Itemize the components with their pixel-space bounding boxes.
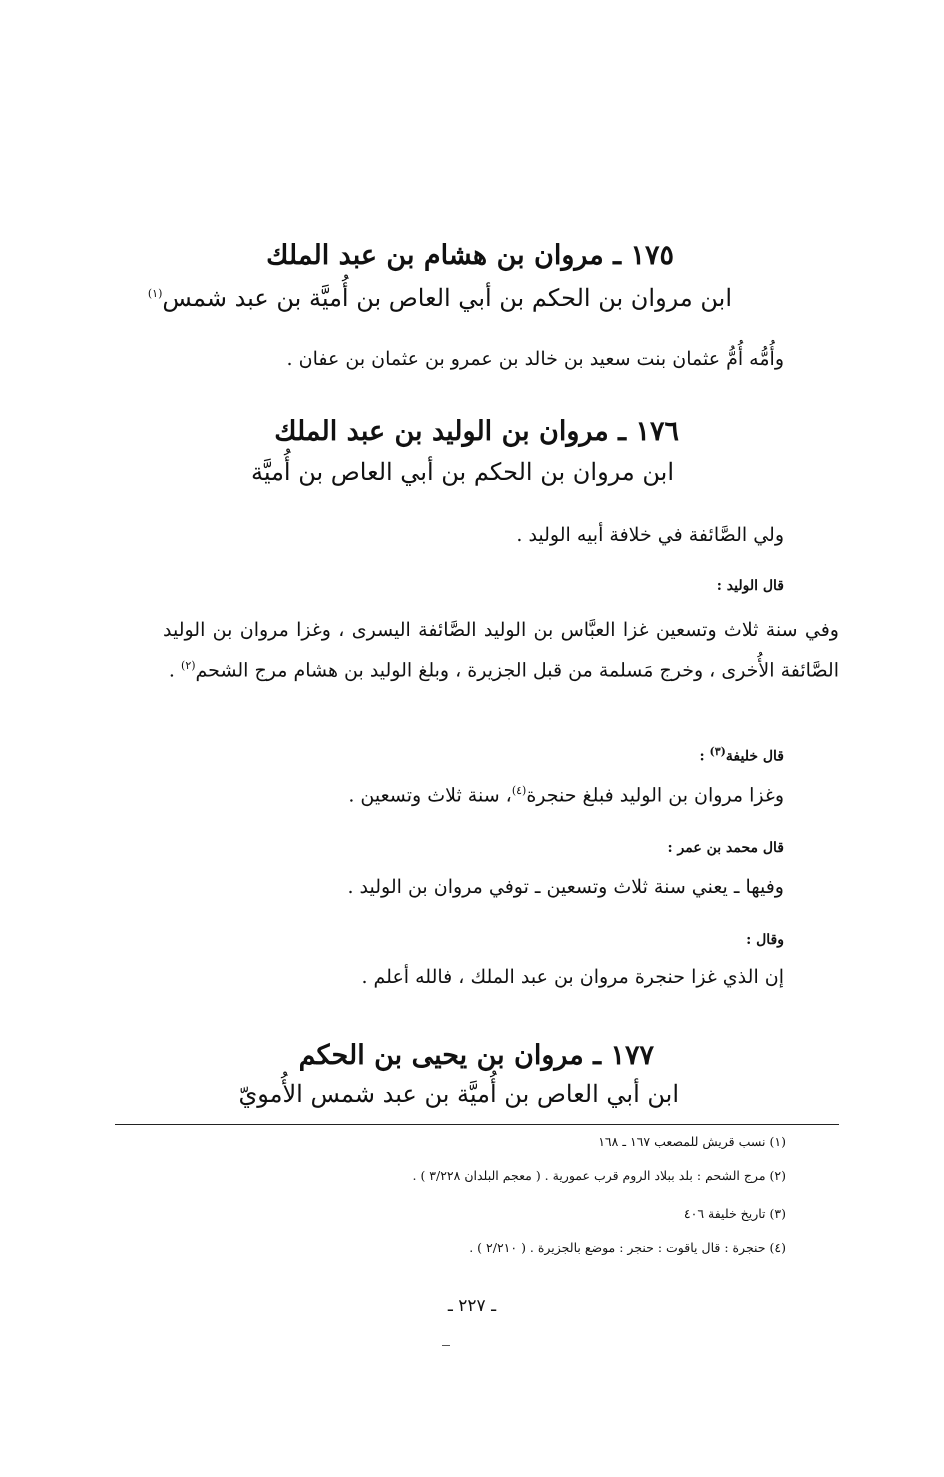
entry-176-lineage: ابن مروان بن الحكم بن أبي العاص بن أُميَّة xyxy=(250,458,674,486)
entry-177-heading: ١٧٧ ـ مروان بن يحيى بن الحكم xyxy=(298,1040,654,1071)
entry-175-body: وأُمُّه أُمُّ عثمان بنت سعيد بن خالد بن عمرو بن عثمان بن عفان . xyxy=(286,348,784,370)
quote-label-khalifa-text: قال خليفة xyxy=(725,748,784,765)
footnote-ref-3: (٣) xyxy=(709,745,726,758)
footnote-1: (١) نسب قريش للمصعب ١٦٧ ـ ١٦٨ xyxy=(598,1134,786,1149)
entry-175-heading: ١٧٥ ـ مروان بن هشام بن عبد الملك xyxy=(266,240,674,271)
entry-176-heading: ١٧٦ ـ مروان بن الوليد بن عبد الملك xyxy=(274,416,679,447)
footnote-3: (٣) تاريخ خليفة ٤٠٦ xyxy=(683,1206,786,1221)
quote-label-waleed: قال الوليد : xyxy=(716,578,784,594)
quote-text-waleed-body: وفي سنة ثلاث وتسعين غزا العبَّاس بن الوليد الصَّائفة اليسرى ، وغزا مروان بن الوليد الصَّائفة الأُخرى ، وخرج مَسلمة من قبل الجزيرة ، وبلغ الوليد بن هشام مرج الشحم xyxy=(163,619,839,682)
entry-176-body: ولي الصَّائفة في خلافة أبيه الوليد . xyxy=(516,524,784,546)
quote-text-muhammad: وفيها ـ يعني سنة ثلاث وتسعين ـ توفي مروان بن الوليد . xyxy=(347,876,784,898)
footnote-2: (٢) مرج الشحم : بلد ببلاد الروم قرب عمورية . ( معجم البلدان ٣/٢٢٨ ) . xyxy=(412,1168,786,1183)
quote-label-muhammad: قال محمد بن عمر : xyxy=(667,840,784,856)
footnote-rule xyxy=(115,1124,839,1125)
quote-text-khalifa-body: وغزا مروان بن الوليد فبلغ حنجرة xyxy=(526,784,784,807)
entry-175-lineage-text: ابن مروان بن الحكم بن أبي العاص بن أُميَّة بن عبد شمس xyxy=(162,284,732,312)
quote-text-waqala: إن الذي غزا حنجرة مروان بن عبد الملك ، فالله أعلم . xyxy=(361,966,784,988)
footnote-ref-2: (٢) xyxy=(181,659,196,672)
quote-text-khalifa-end: ، سنة ثلاث وتسعين . xyxy=(348,784,512,807)
quote-text-waleed xyxy=(163,612,839,688)
quote-text-khalifa xyxy=(348,784,784,806)
footnote-ref-1: (١) xyxy=(147,287,163,300)
page-number: ـ ٢٢٧ ـ xyxy=(447,1296,497,1316)
entry-177-lineage: ابن أبي العاص بن أُميَّة بن عبد شمس الأُمويّ xyxy=(238,1080,679,1108)
footnote-ref-4: (٤) xyxy=(511,784,527,797)
quote-label-waqala: وقال : xyxy=(746,932,784,948)
footnote-4: (٤) حنجرة : قال ياقوت : حنجر : موضع بالجزيرة . ( ٢/٢١٠ ) . xyxy=(469,1240,786,1255)
scan-mark xyxy=(442,1345,450,1346)
quote-text-waleed-end: . xyxy=(168,659,182,682)
quote-label-khalifa xyxy=(699,745,784,765)
entry-175-lineage xyxy=(148,284,732,312)
quote-label-khalifa-end: : xyxy=(699,748,710,765)
